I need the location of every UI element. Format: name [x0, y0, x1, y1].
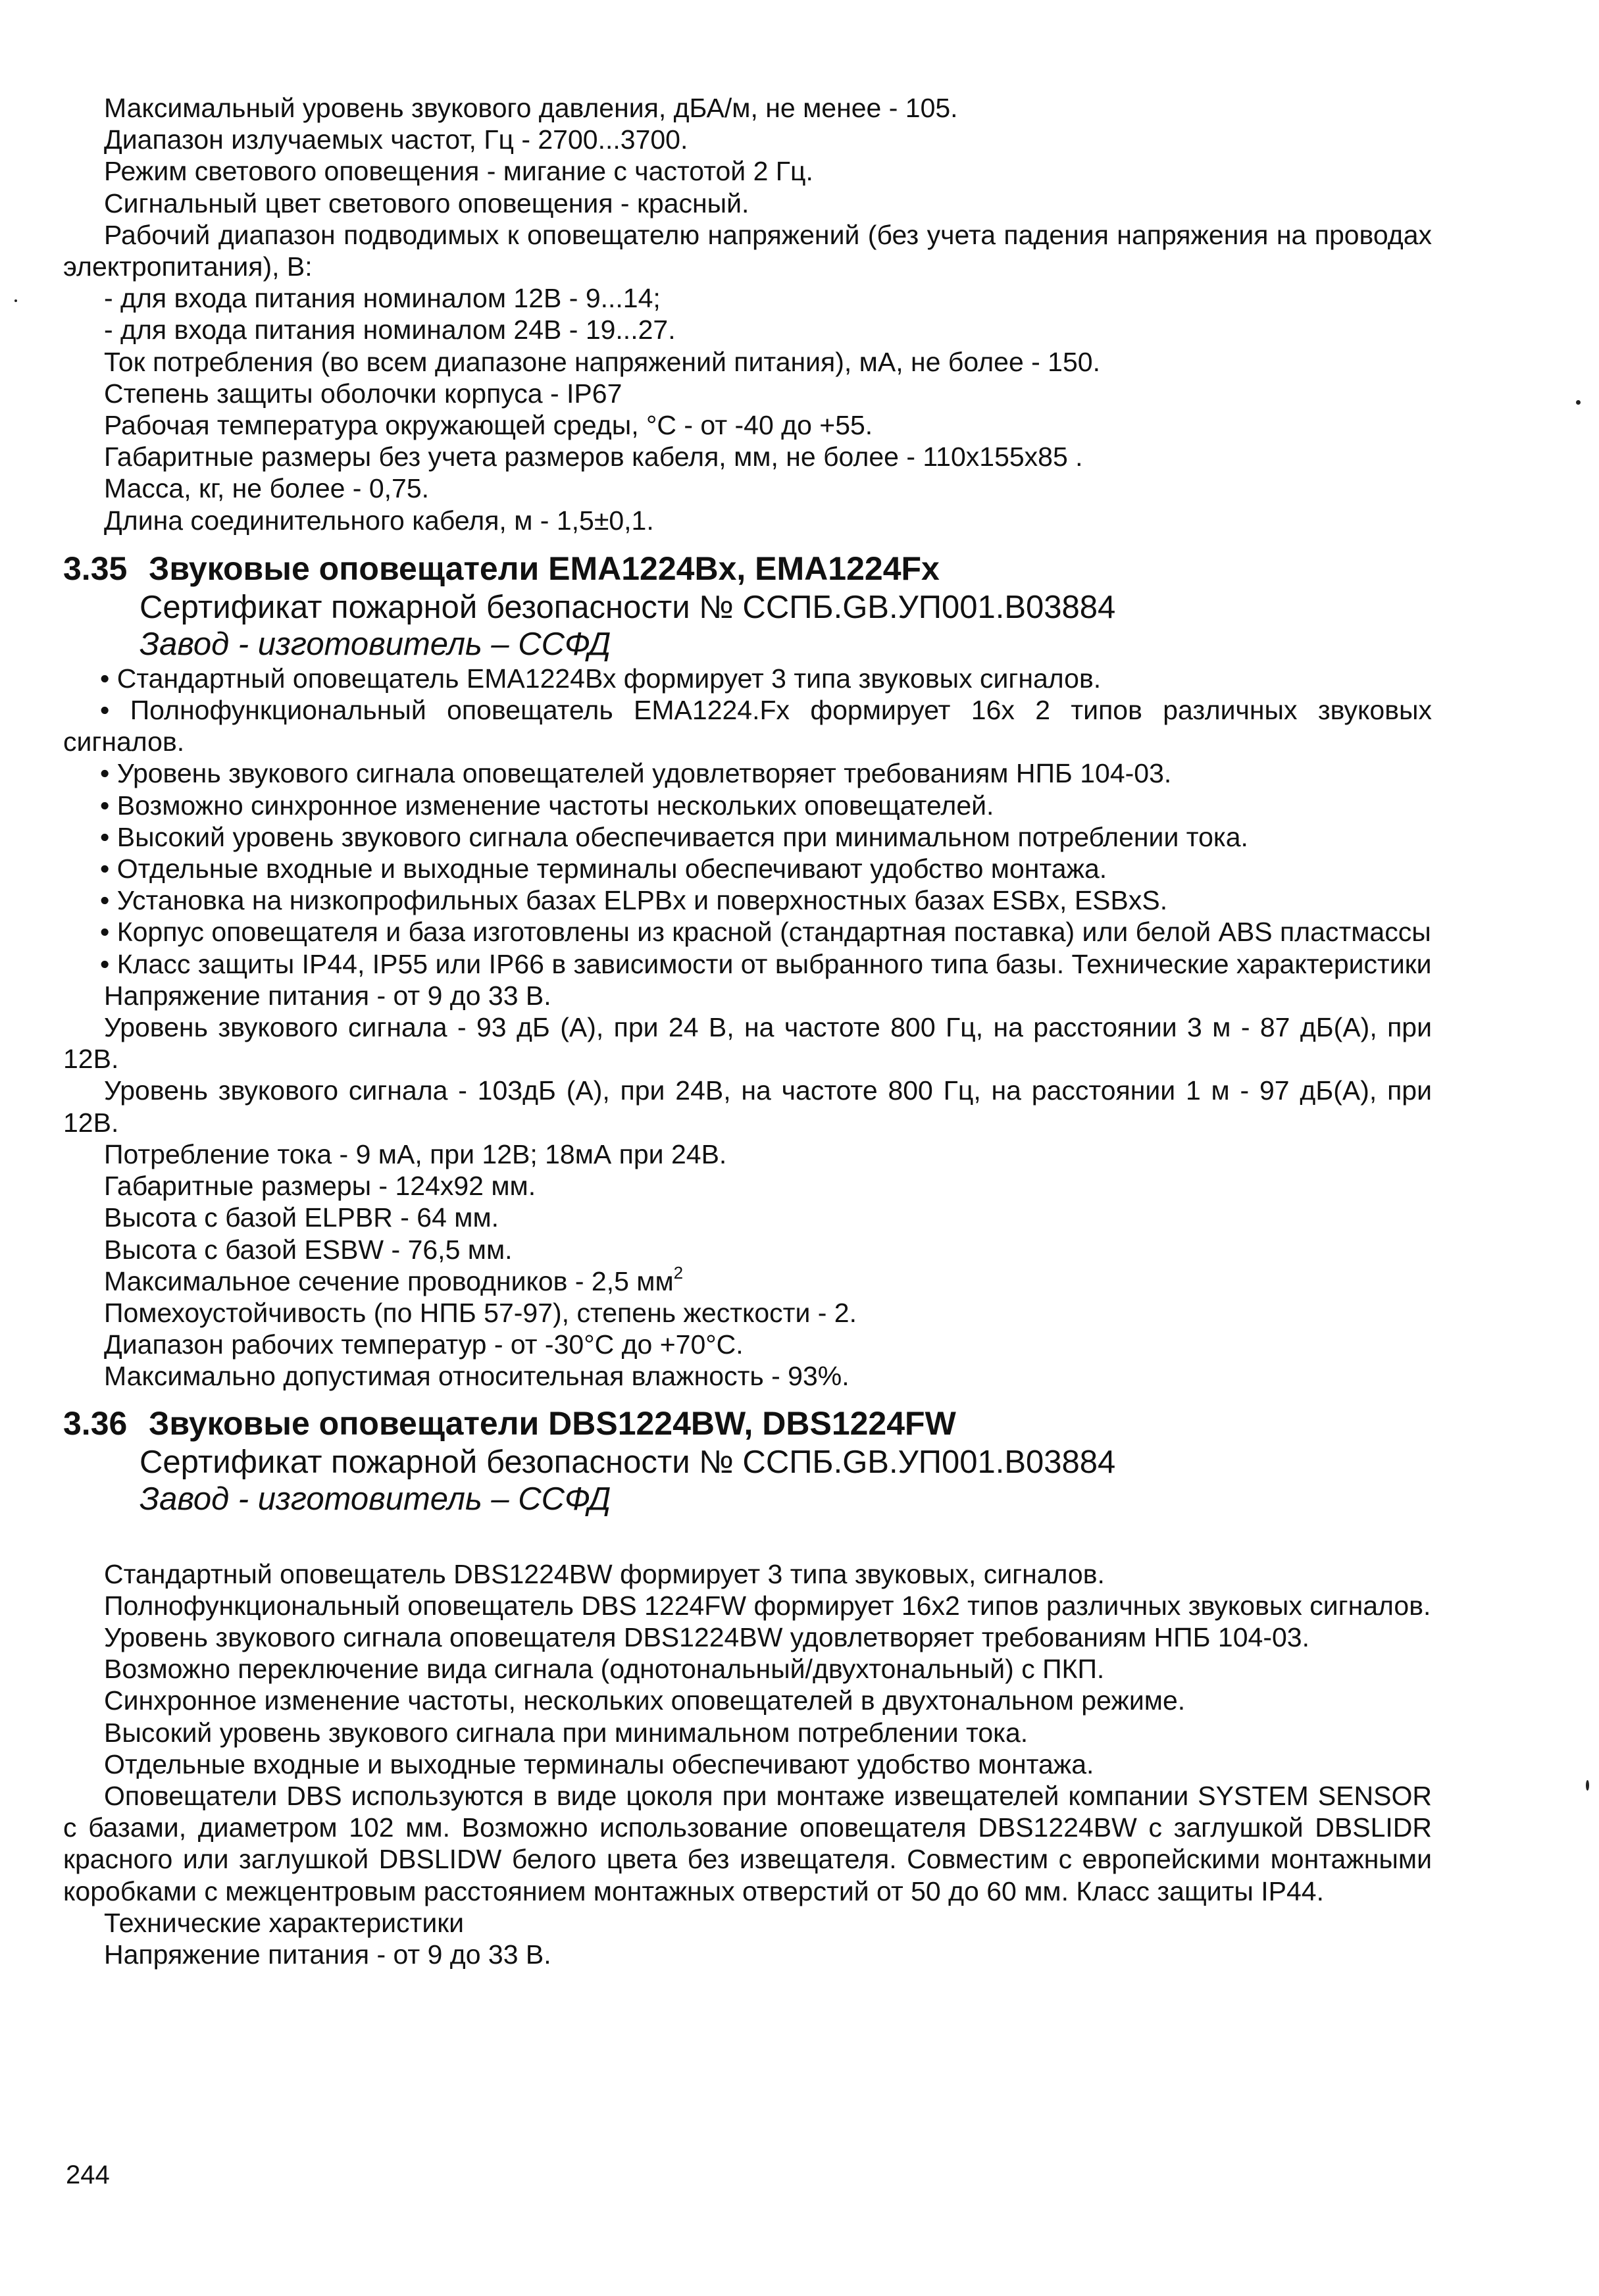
spec-line: Потребление тока - 9 мА, при 12В; 18мА при 24В.	[104, 1138, 727, 1169]
intro-block	[63, 92, 1432, 536]
intro-line: Режим светового оповещения - мигание с частотой 2 Гц.	[104, 156, 813, 187]
section-title: Звуковые оповещатели DBS1224BW, DBS1224FW	[149, 1404, 956, 1442]
paragraph: Уровень звукового сигнала оповещателя DBS1224BW удовлетворяет требованиям НПБ 104-03.	[104, 1621, 1309, 1652]
bullet-item: • Класс защиты IP44, IP55 или IP66 в зависимости от выбранного типа базы. Технические характеристики	[100, 948, 1432, 979]
section-3-35	[63, 548, 1432, 1392]
section-3-36	[63, 1403, 1432, 1971]
intro-line: Степень защиты оболочки корпуса - IP67	[104, 378, 622, 409]
manufacturer-line: Завод - изготовитель – ССФД	[140, 1481, 611, 1517]
paragraph: Стандартный оповещатель DBS1224BW формирует 3 типа звуковых, сигналов.	[104, 1558, 1105, 1589]
intro-line: Рабочий диапазон подводимых к оповещателю напряжений (без учета падения напряжения на проводах электропитания), В:	[63, 219, 1432, 282]
scan-speck	[1586, 1780, 1589, 1791]
section-heading	[63, 1403, 1432, 1444]
certificate-line: Сертификат пожарной безопасности № ССПБ.GB.УП001.В03884	[140, 1444, 1116, 1480]
intro-line: Рабочая температура окружающей среды, °С - от -40 до +55.	[104, 410, 873, 441]
intro-line: - для входа питания номиналом 24В - 19...27.	[104, 315, 676, 345]
bullet-item: • Возможно синхронное изменение частоты нескольких оповещателей.	[100, 790, 994, 821]
intro-line: - для входа питания номиналом 12В - 9...14;	[104, 283, 661, 314]
intro-line: Максимальный уровень звукового давления, дБА/м, не менее - 105.	[104, 93, 958, 123]
paragraph: Технические характеристики	[104, 1907, 465, 1938]
spec-line: Высота с базой ELPBR - 64 мм.	[104, 1202, 499, 1233]
spec-line: Напряжение питания - от 9 до 33 В.	[104, 980, 551, 1011]
spec-line: Высота с базой ESBW - 76,5 мм.	[104, 1234, 513, 1265]
spec-line-cross-section	[63, 1262, 1432, 1297]
bullet-item: • Установка на низкопрофильных базах ELPBx и поверхностных базах ESBx, ESBxS.	[100, 885, 1168, 916]
bullet-item: • Отдельные входные и выходные терминалы обеспечивают удобство монтажа.	[100, 854, 1107, 884]
page-number: 244	[66, 2160, 110, 2189]
bullet-item: • Высокий уровень звукового сигнала обеспечивается при минимальном потреблении тока.	[100, 821, 1248, 852]
section-number: 3.35	[63, 549, 128, 587]
paragraph: Возможно переключение вида сигнала (однотональный/двухтональный) с ПКП.	[104, 1654, 1105, 1685]
section-heading	[63, 548, 1432, 589]
spec-line: Диапазон рабочих температур - от -30°С до +70°С.	[104, 1329, 744, 1360]
certificate-line: Сертификат пожарной безопасности № ССПБ.GB.УП001.В03884	[140, 589, 1116, 625]
spec-line: Помехоустойчивость (по НПБ 57-97), степень жесткости - 2.	[104, 1297, 857, 1328]
paragraph: Напряжение питания - от 9 до 33 В.	[104, 1939, 551, 1970]
section-title: Звуковые оповещатели EMA1224Bx, EMA1224Fx	[149, 549, 940, 587]
scan-speck	[14, 299, 17, 302]
intro-line: Диапазон излучаемых частот, Гц - 2700...3700.	[104, 124, 688, 155]
bullet-item: • Стандартный оповещатель ЕМА1224Вх формирует 3 типа звуковых сигналов.	[100, 663, 1102, 694]
paragraph: Высокий уровень звукового сигнала при минимальном потреблении тока.	[104, 1717, 1028, 1748]
intro-line: Длина соединительного кабеля, м - 1,5±0,1.	[104, 505, 654, 536]
paragraph: Оповещатели DBS используются в виде цоколя при монтаже извещателей компании SYSTEM SENSOR с базами, диаметром 102 мм. Возможно использование оповещателя DBS1224BW с заглушкой DBSLIDR красного или заглушкой DBSLIDW белого цвета без извещателя. Совместим с европейскими монтажными коробками с межцентровым расстоянием монтажных отверстий от 50 до 60 мм. Класс защиты IP44.	[63, 1780, 1432, 1906]
cross-section-text: Максимальное сечение проводников - 2,5 мм	[104, 1265, 674, 1296]
paragraph: Полнофункциональный оповещатель DBS 1224FW формирует 16x2 типов различных звуковых сигналов.	[104, 1590, 1431, 1621]
section-number: 3.36	[63, 1404, 128, 1442]
intro-line: Ток потребления (во всем диапазоне напряжений питания), мА, не более - 150.	[104, 346, 1100, 377]
intro-line: Сигнальный цвет светового оповещения - красный.	[104, 188, 749, 218]
spec-line: Уровень звукового сигнала - 93 дБ (А), при 24 В, на частоте 800 Гц, на расстоянии 3 м - 87 дБ(А), при 12В.	[63, 1012, 1432, 1075]
spec-line: Максимально допустимая относительная влажность - 93%.	[104, 1361, 850, 1392]
intro-line: Габаритные размеры без учета размеров кабеля, мм, не более - 110x155x85 .	[104, 442, 1083, 472]
scan-speck	[1576, 400, 1581, 405]
intro-line: Масса, кг, не более - 0,75.	[104, 473, 430, 504]
bullet-item: • Уровень звукового сигнала оповещателей удовлетворяет требованиям НПБ 104-03.	[100, 758, 1172, 789]
paragraph: Синхронное изменение частоты, нескольких оповещателей в двухтональном режиме.	[104, 1685, 1186, 1716]
bullet-item: • Полнофункциональный оповещатель ЕМА1224.Fx формирует 16x 2 типов различных звуковых сигналов.	[63, 695, 1432, 757]
superscript-2: 2	[673, 1262, 684, 1283]
bullet-item: • Корпус оповещателя и база изготовлены из красной (стандартная поставка) или белой ABS пластмассы	[100, 917, 1431, 948]
manufacturer-line: Завод - изготовитель – ССФД	[140, 626, 611, 662]
paragraph: Отдельные входные и выходные терминалы обеспечивают удобство монтажа.	[104, 1748, 1094, 1779]
spec-line: Габаритные размеры - 124x92 мм.	[104, 1171, 536, 1202]
spec-line: Уровень звукового сигнала - 103дБ (А), при 24В, на частоте 800 Гц, на расстоянии 1 м - 97 дБ(А), при 12В.	[63, 1075, 1432, 1138]
document-page	[63, 92, 1432, 1970]
